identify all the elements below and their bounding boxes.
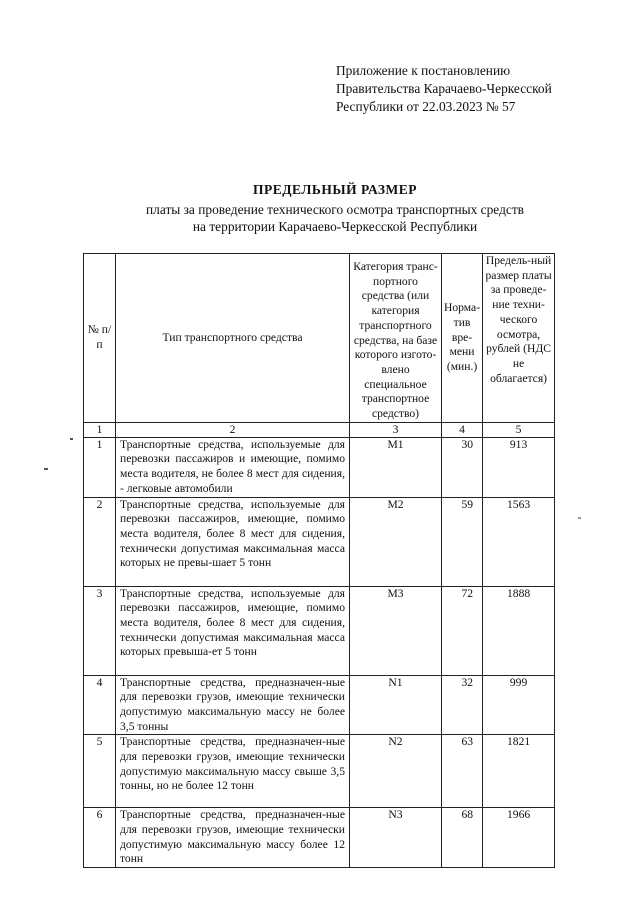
row-type: Транспортные средства, используемые для перевозки пассажиров, имеющие, помимо места водителя, более 8 мест для сидения, технически допустимая максимальная масса которых превыша-ет 5 тонн <box>116 586 350 675</box>
table-row <box>84 437 555 497</box>
index-cell: 4 <box>442 422 483 437</box>
row-type: Транспортные средства, предназначен-ные для перевозки грузов, имеющие технически допустимую максимальную массу свыше 3,5 тонны, но не более 12 тонн <box>116 735 350 808</box>
row-time: 59 <box>442 497 483 586</box>
row-num: 4 <box>84 675 116 735</box>
row-time: 32 <box>442 675 483 735</box>
scan-mark <box>70 438 73 440</box>
header-price: Предель-ный размер платы за проведе-ние техни-ческого осмотра, рублей (НДС не облагается) <box>483 254 555 423</box>
subtitle-line-2: на территории Карачаево-Черкесской Республики <box>192 219 478 234</box>
row-num: 3 <box>84 586 116 675</box>
table-row <box>84 675 555 735</box>
row-category: N2 <box>350 735 442 808</box>
table-row <box>84 808 555 868</box>
row-price: 1821 <box>483 735 555 808</box>
row-category: N1 <box>350 675 442 735</box>
row-time: 68 <box>442 808 483 868</box>
index-cell: 1 <box>84 422 116 437</box>
row-time: 63 <box>442 735 483 808</box>
row-category: M2 <box>350 497 442 586</box>
appendix-note <box>336 62 636 116</box>
row-num: 6 <box>84 808 116 868</box>
subtitle-line-1: платы за проведение технического осмотра транспортных средств <box>146 202 524 217</box>
row-type: Транспортные средства, используемые для перевозки пассажиров и имеющие, помимо места водителя, не более 8 мест для сидения, - легковые автомобили <box>116 437 350 497</box>
table-row <box>84 586 555 675</box>
table-row <box>84 497 555 586</box>
row-price: 999 <box>483 675 555 735</box>
row-category: N3 <box>350 808 442 868</box>
document-title: ПРЕДЕЛЬНЫЙ РАЗМЕР <box>252 182 418 197</box>
row-num: 2 <box>84 497 116 586</box>
scan-mark <box>578 517 581 519</box>
row-price: 1563 <box>483 497 555 586</box>
row-category: M3 <box>350 586 442 675</box>
appendix-line-3: Республики от 22.03.2023 № 57 <box>336 99 516 114</box>
index-cell: 3 <box>350 422 442 437</box>
header-num: № п/п <box>84 254 116 423</box>
table-row <box>84 735 555 808</box>
row-time: 30 <box>442 437 483 497</box>
row-time: 72 <box>442 586 483 675</box>
appendix-line-1: Приложение к постановлению <box>336 63 511 78</box>
scan-mark <box>44 468 48 470</box>
row-type: Транспортные средства, предназначен-ные для перевозки грузов, имеющие технически допустимую максимальную массу не более 3,5 тонны <box>116 675 350 735</box>
row-num: 5 <box>84 735 116 808</box>
header-type: Тип транспортного средства <box>116 254 350 423</box>
header-category: Категория транс-портного средства (или категория транспортного средства, на базе которого изгото-влено специальное транспортное средство) <box>350 254 442 423</box>
table-index-row <box>84 422 555 437</box>
row-price: 913 <box>483 437 555 497</box>
row-price: 1888 <box>483 586 555 675</box>
row-category: M1 <box>350 437 442 497</box>
index-cell: 5 <box>483 422 555 437</box>
row-type: Транспортные средства, используемые для перевозки пассажиров, имеющие, помимо места водителя, более 8 мест для сидения, технически допустимая максимальная масса которых не превы-шает 5 тонн <box>116 497 350 586</box>
document-subtitle <box>0 201 640 235</box>
row-type: Транспортные средства, предназначен-ные для перевозки грузов, имеющие технически допустимую максимальную массу более 12 тонн <box>116 808 350 868</box>
index-cell: 2 <box>116 422 350 437</box>
table-header-row <box>84 254 555 423</box>
fee-table <box>83 253 555 868</box>
row-price: 1966 <box>483 808 555 868</box>
header-time: Норма-тив вре-мени (мин.) <box>442 254 483 423</box>
row-num: 1 <box>84 437 116 497</box>
appendix-line-2: Правительства Карачаево-Черкесской <box>336 81 552 96</box>
